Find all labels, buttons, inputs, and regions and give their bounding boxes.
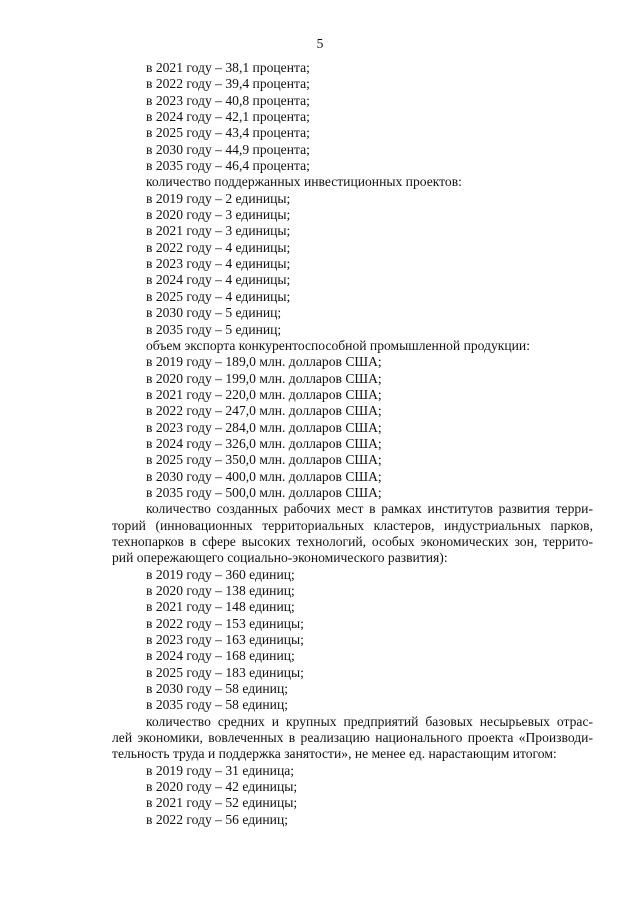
- list-item: в 2022 году – 247,0 млн. долларов США;: [146, 403, 382, 419]
- list-item: в 2020 году – 138 единиц;: [146, 583, 295, 598]
- list-item: в 2030 году – 58 единиц;: [146, 681, 288, 697]
- list-item: в 2019 году – 189,0 млн. долларов США;: [146, 354, 382, 370]
- list-item: в 2035 году – 5 единиц;: [146, 321, 282, 337]
- list-item: в 2019 году – 2 единицы;: [146, 190, 291, 206]
- list-item: в 2019 году – 31 единица;: [146, 762, 295, 778]
- list-item: в 2025 году – 43,4 процента;: [146, 125, 310, 141]
- list-item: в 2020 году – 3 единицы;: [146, 207, 291, 223]
- list-item: в 2021 году – 3 единицы;: [146, 223, 291, 239]
- list-item: в 2019 году – 360 единиц;: [146, 566, 295, 582]
- list-item: в 2022 году – 4 единицы;: [146, 239, 291, 255]
- list-item: в 2022 году – 153 единицы;: [146, 615, 304, 631]
- list-item: в 2030 году – 5 единиц;: [146, 305, 282, 321]
- list-item: в 2022 году – 39,4 процента;: [146, 76, 310, 92]
- list-item: в 2020 году – 42 единицы;: [146, 779, 298, 795]
- paragraph-line: рий опережающего социально-экономического развития):: [112, 550, 448, 566]
- paragraph-line: торий (инновационных территориальных кластеров, индустриальных парков,: [112, 517, 593, 533]
- list-item: в 2024 году – 326,0 млн. долларов США;: [146, 435, 382, 451]
- list-item: в 2023 году – 4 единицы;: [146, 256, 291, 272]
- list-item: в 2030 году – 44,9 процента;: [146, 141, 310, 157]
- indicator-heading: количество поддержанных инвестиционных проектов:: [146, 174, 462, 190]
- indicator-heading: объем экспорта конкурентоспособной промышленной продукции:: [146, 337, 530, 353]
- list-item: в 2035 году – 500,0 млн. долларов США;: [146, 484, 382, 500]
- list-item: в 2035 году – 46,4 процента;: [146, 158, 310, 174]
- list-item: в 2025 году – 4 единицы;: [146, 288, 291, 304]
- page-content: [112, 60, 593, 828]
- list-item: в 2022 году – 56 единиц;: [146, 811, 288, 827]
- list-item: в 2025 году – 350,0 млн. долларов США;: [146, 452, 382, 468]
- list-item: в 2023 году – 40,8 процента;: [146, 92, 310, 108]
- list-item: в 2024 году – 42,1 процента;: [146, 109, 310, 125]
- list-item: в 2021 году – 52 единицы;: [146, 795, 298, 811]
- list-item: в 2021 году – 148 единиц;: [146, 599, 295, 615]
- paragraph-line: тельность труда и поддержка занятости», не менее ед. нарастающим итогом:: [112, 746, 557, 762]
- list-item: в 2020 году – 199,0 млн. долларов США;: [146, 370, 382, 386]
- list-item: в 2024 году – 168 единиц;: [146, 648, 295, 664]
- list-item: в 2035 году – 58 единиц;: [146, 697, 288, 713]
- list-item: в 2024 году – 4 единицы;: [146, 272, 291, 288]
- paragraph-line: технопарков в сфере высоких технологий, особых экономических зон, террито-: [112, 533, 593, 549]
- paragraph-line: количество созданных рабочих мест в рамках институтов развития терри-: [146, 501, 593, 517]
- paragraph-line: количество средних и крупных предприятий базовых несырьевых отрас-: [146, 713, 593, 729]
- page-number: 5: [316, 36, 324, 51]
- list-item: в 2023 году – 163 единицы;: [146, 632, 304, 648]
- list-item: в 2023 году – 284,0 млн. долларов США;: [146, 419, 382, 435]
- list-item: в 2021 году – 220,0 млн. долларов США;: [146, 386, 382, 402]
- list-item: в 2025 году – 183 единицы;: [146, 664, 304, 680]
- list-item: в 2030 году – 400,0 млн. долларов США;: [146, 468, 382, 484]
- list-item: в 2021 году – 38,1 процента;: [146, 60, 310, 75]
- paragraph-line: лей экономики, вовлеченных в реализацию национального проекта «Производи-: [112, 730, 593, 746]
